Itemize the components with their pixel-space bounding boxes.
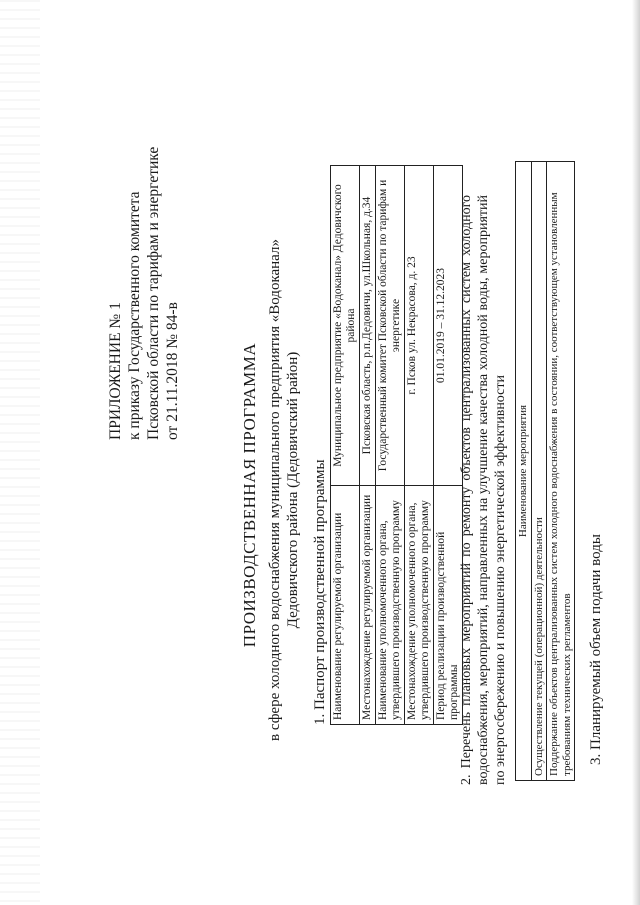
passport-value: Псковская область, р.п.Дедовичи, ул.Школьная, д.34 bbox=[360, 166, 376, 486]
passport-label: Местонахождение регулируемой организации bbox=[360, 486, 376, 725]
passport-value: Государственный комитет Псковской области по тарифам и энергетике bbox=[376, 166, 405, 486]
passport-value: Муниципальное предприятие «Водоканал» Дедовичского района bbox=[331, 166, 360, 486]
section3-heading: 3. Планируемый объем подачи воды bbox=[588, 534, 604, 765]
measures-table bbox=[515, 161, 575, 781]
document-title: ПРОИЗВОДСТВЕННАЯ ПРОГРАММА bbox=[240, 342, 259, 648]
measure-item: Поддержание объектов централизованных систем холодного водоснабжения в состоянии, соответствующем установленным требованиям технических регламентов bbox=[547, 162, 575, 781]
passport-heading: 1. Паспорт производственной программы bbox=[312, 459, 328, 725]
table-row bbox=[360, 166, 376, 725]
table-row bbox=[405, 166, 434, 725]
passport-value: г. Псков ул. Некрасова, д. 23 bbox=[405, 166, 434, 486]
appendix-date: от 21.11.2018 № 84-в bbox=[164, 302, 181, 440]
scan-edge-right bbox=[632, 0, 640, 905]
passport-label: Местонахождение уполномоченного органа, утвердившего производственную программу bbox=[405, 486, 434, 725]
appendix-block bbox=[106, 90, 182, 440]
section2-text: 2. Перечень плановых мероприятий по ремонту объектов централизованных систем холодного водоснабжения, мероприятий, направленных на улучшение качества холодной воды, мероприятий по энергосбережению и повышению энергетической эффективности bbox=[459, 195, 508, 785]
table-row bbox=[376, 166, 405, 725]
passport-label: Наименование уполномоченного органа, утвердившего производственную программу bbox=[376, 486, 405, 725]
appendix-order: к приказу Государственного комитета bbox=[126, 191, 143, 440]
table-row bbox=[531, 162, 547, 781]
table-row bbox=[516, 162, 532, 781]
measure-item: Осуществление текущей (операционной) деятельности bbox=[531, 162, 547, 781]
document-page bbox=[10, 15, 610, 895]
passport-table bbox=[330, 165, 463, 725]
passport-label: Период реализации производственной программы bbox=[434, 486, 463, 725]
passport-value: 01.01.2019 – 31.12.2023 bbox=[434, 166, 463, 486]
table-row bbox=[547, 162, 575, 781]
appendix-number: ПРИЛОЖЕНИЕ № 1 bbox=[107, 302, 124, 440]
measures-header: Наименование мероприятия bbox=[516, 162, 532, 781]
table-row bbox=[331, 166, 360, 725]
appendix-committee: Псковской области по тарифам и энергетике bbox=[145, 146, 162, 440]
passport-label: Наименование регулируемой организации bbox=[331, 486, 360, 725]
document-subtitle: в сфере холодного водоснабжения муниципального предприятия «Водоканал» Дедовичского района (Дедовичский район) bbox=[267, 239, 301, 741]
